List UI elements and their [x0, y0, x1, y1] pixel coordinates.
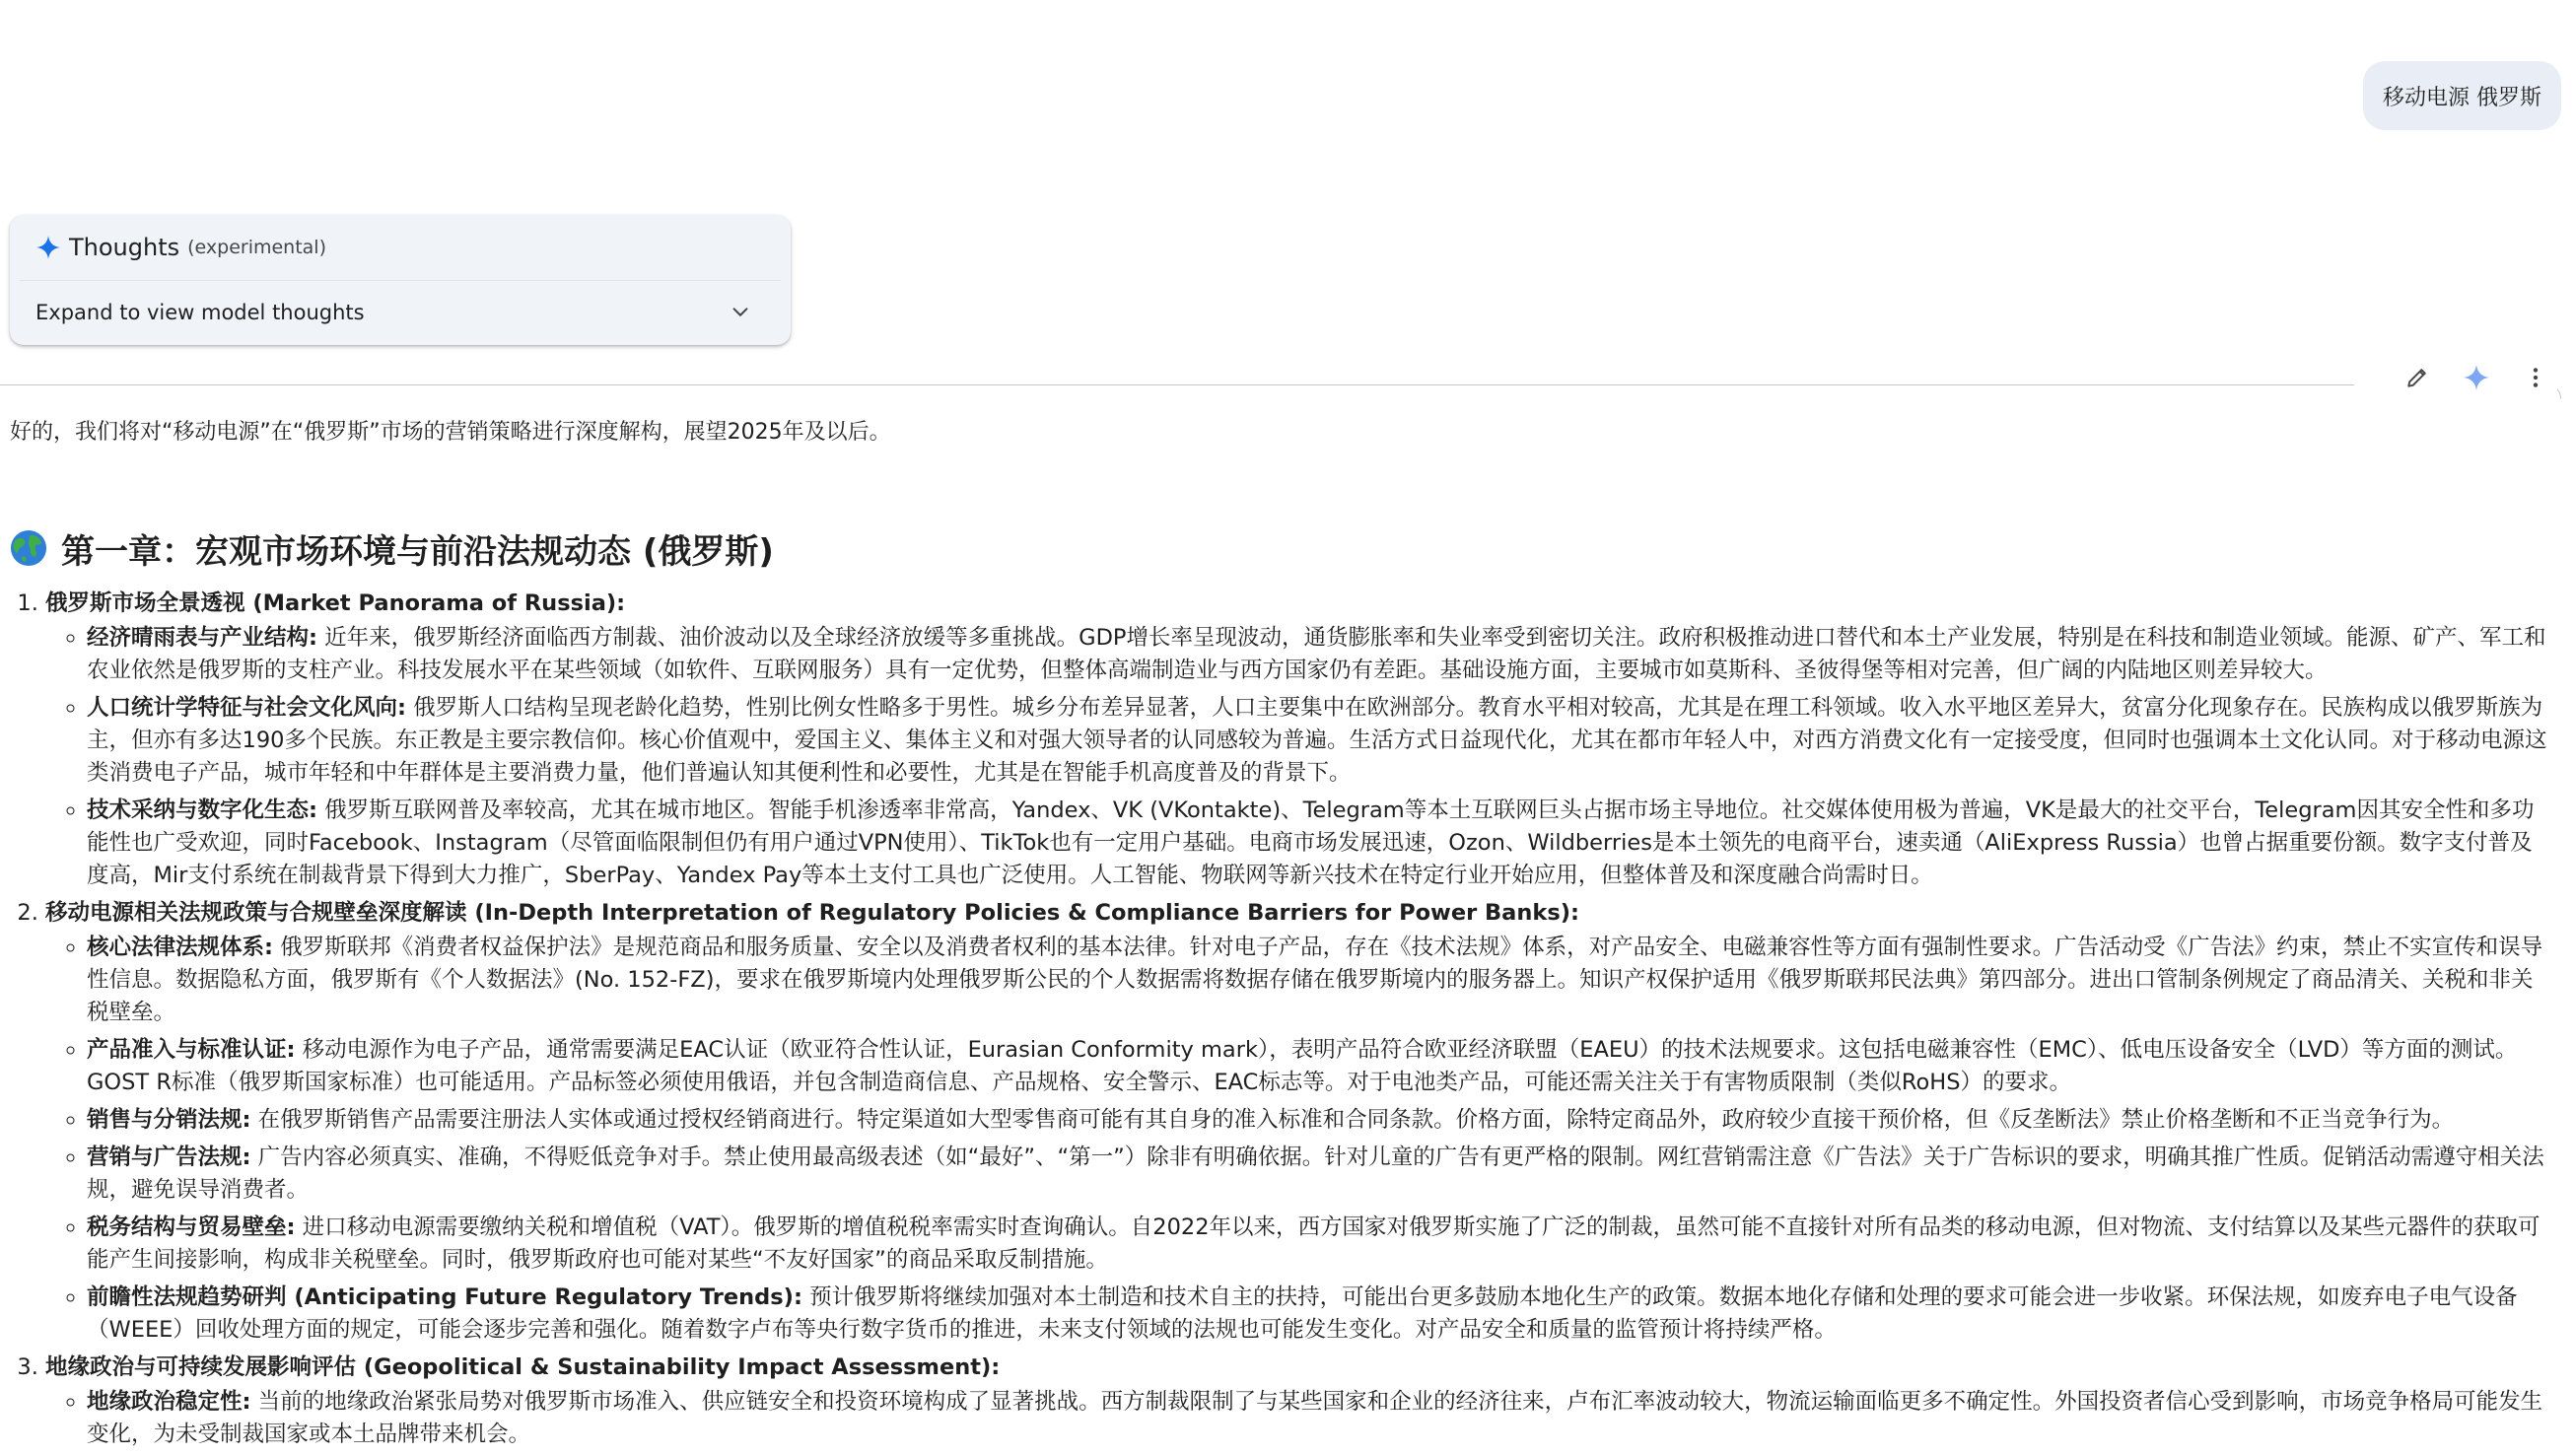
item-text: 俄罗斯联邦《消费者权益保护法》是规范商品和服务质量、安全以及消费者权利的基本法律。针对电子产品，存在《技术法规》体系，对产品安全、电磁兼容性等方面有强制性要求。广告活动受《广告法》约束，禁止不实宣传和误导性信息。数据隐私方面，俄罗斯有《个人数据法》(No. 152-FZ)，要求在俄罗斯境内处理俄罗斯公民的个人数据需将数据存储在俄罗斯境内的服务器上。知识产权保护适用《俄罗斯联邦民法典》第四部分。进出口管制条例规定了商品清关、关税和非关税壁垒。: [87, 935, 2543, 1025]
list-item: [45, 588, 2553, 892]
list-item: [87, 1034, 2553, 1099]
sparkle-icon[interactable]: [2461, 362, 2492, 393]
item-title: 经济晴雨表与产业结构:: [87, 625, 317, 651]
item-text: 预计俄罗斯将继续加强对本土制造和技术自主的扶持，可能出台更多鼓励本地化生产的政策。数据本地化存储和处理的要求可能会进一步收紧。环保法规，如废弃电子电气设备（WEEE）回收处理方面的规定，可能会逐步完善和强化。随着数字卢布等央行数字货币的推进，未来支付领域的法规也可能发生变化。对产品安全和质量的监管预计将持续严格。: [87, 1284, 2518, 1343]
item-title: 前瞻性法规趋势研判 (Anticipating Future Regulatory Trends):: [87, 1284, 802, 1310]
sub-list: [45, 622, 2553, 892]
item-title: 营销与广告法规:: [87, 1144, 251, 1170]
item-text: 在俄罗斯销售产品需要注册法人实体或通过授权经销商进行。特定渠道如大型零售商可能有其自身的准入标准和合同条款。价格方面，除特定商品外，政府较少直接干预价格，但《反垄断法》禁止价格垄断和不正当竞争行为。: [257, 1107, 2455, 1133]
sparkle-icon: [35, 235, 61, 260]
response-toolbar: [2388, 362, 2557, 393]
more-vert-icon[interactable]: [2520, 362, 2551, 393]
list-item: [87, 1386, 2553, 1451]
item-text: 近年来，俄罗斯经济面临西方制裁、油价波动以及全球经济放缓等多重挑战。GDP增长率呈现波动，通货膨胀率和失业率受到密切关注。政府积极推动进口替代和本土产业发展，特别是在科技和制造业领域。能源、矿产、军工和农业依然是俄罗斯的支柱产业。科技发展水平在某些领域（如软件、互联网服务）具有一定优势，但整体高端制造业与西方国家仍有差距。基础设施方面，主要城市如莫斯科、圣彼得堡等相对完善，但广阔的内陆地区则差异较大。: [87, 625, 2546, 683]
item-title: 税务结构与贸易壁垒:: [87, 1214, 296, 1240]
response-intro: 好的，我们将对“移动电源”在“俄罗斯”市场的营销策略进行深度解构，展望2025年及以后。: [10, 420, 891, 445]
item-title: 技术采纳与数字化生态:: [87, 797, 317, 823]
sub-list: [45, 932, 2553, 1347]
item-text: 进口移动电源需要缴纳关税和增值税（VAT）。俄罗斯的增值税税率需实时查询确认。自2022年以来，西方国家对俄罗斯实施了广泛的制裁，虽然可能不直接针对所有品类的移动电源，但对物流、支付结算以及某些元器件的获取可能产生间接影响，构成非关税壁垒。同时，俄罗斯政府也可能对某些“不友好国家”的商品采取反制措施。: [87, 1214, 2540, 1273]
item-text: 俄罗斯人口结构呈现老龄化趋势，性别比例女性略多于男性。城乡分布差异显著，人口主要集中在欧洲部分。教育水平相对较高，尤其是在理工科领域。收入水平地区差异大，贫富分化现象存在。民族构成以俄罗斯族为主，但亦有多达190多个民族。东正教是主要宗教信仰。核心价值观中，爱国主义、集体主义和对强大领导者的认同感较为普遍。生活方式日益现代化，尤其在都市年轻人中，对西方消费文化有一定接受度，但同时也强调本土文化认同。对于移动电源这类消费电子产品，城市年轻和中年群体是主要消费力量，他们普遍认知其便利性和必要性，尤其是在智能手机高度普及的背景下。: [87, 695, 2547, 786]
item-text: 俄罗斯互联网普及率较高，尤其在城市地区。智能手机渗透率非常高，Yandex、VK (VKontakte)、Telegram等本土互联网巨头占据市场主导地位。社交媒体使用极为普遍，VK是最大的社交平台，Telegram因其安全性和多功能性也广受欢迎，同时Facebook、Instagram（尽管面临限制但仍有用户通过VPN使用）、TikTok也有一定用户基础。电商市场发展迅速，Ozon、Wildberries是本土领先的电商平台，速卖通（AliExpress Russia）也曾占据重要份额。数字支付普及度高，Mir支付系统在制裁背景下得到大力推广，SberPay、Yandex Pay等本土支付工具也广泛使用。人工智能、物联网等新兴技术在特定行业开始应用，但整体普及和深度融合尚需时日。: [87, 797, 2535, 888]
list-item: [87, 622, 2553, 687]
section-list: [10, 588, 2553, 1451]
item-text: 广告内容必须真实、准确，不得贬低竞争对手。禁止使用最高级表述（如“最好”、“第一”）除非有明确依据。针对儿童的广告有更严格的限制。网红营销需注意《广告法》关于广告标识的要求，明确其推广性质。促销活动需遵守相关法规，避免误导消费者。: [87, 1144, 2544, 1203]
list-item: [45, 1352, 2553, 1451]
pencil-icon[interactable]: [2401, 362, 2433, 393]
globe-icon: [10, 529, 47, 567]
section-title: 俄罗斯市场全景透视 (Market Panorama of Russia):: [45, 590, 626, 616]
item-text: 移动电源作为电子产品，通常需要满足EAC认证（欧亚符合性认证，Eurasian Conformity mark），表明产品符合欧亚经济联盟（EAEU）的技术法规要求。这包括电磁兼容性（EMC）、低电压设备安全（LVD）等方面的测试。GOST R标准（俄罗斯国家标准）也可能适用。产品标签必须使用俄语，并包含制造商信息、产品规格、安全警示、EAC标志等。对于电池类产品，可能还需关注关于有害物质限制（类似RoHS）的要求。: [87, 1037, 2518, 1095]
chapter-title: 第一章：宏观市场环境与前沿法规动态 (俄罗斯): [61, 531, 774, 572]
item-text: 当前的地缘政治紧张局势对俄罗斯市场准入、供应链安全和投资环境构成了显著挑战。西方制裁限制了与某些国家和企业的经济往来，卢布汇率波动较大，物流运输面临更多不确定性。外国投资者信心受到影响，市场竞争格局可能发生变化，为未受制裁国家或本土品牌带来机会。: [87, 1389, 2543, 1447]
item-title: 产品准入与标准认证:: [87, 1037, 296, 1063]
section-title: 地缘政治与可持续发展影响评估 (Geopolitical & Sustainability Impact Assessment):: [45, 1354, 1001, 1380]
user-query-text: 移动电源 俄罗斯: [2383, 85, 2541, 110]
expand-thoughts-button[interactable]: [10, 281, 791, 344]
thoughts-panel: [10, 215, 791, 345]
response-content: [10, 414, 2553, 1456]
response-divider: [0, 384, 2354, 385]
section-title: 移动电源相关法规政策与合规壁垒深度解读 (In-Depth Interpretation of Regulatory Policies & Compliance Barriers for Power Banks):: [45, 900, 1580, 926]
item-title: 核心法律法规体系:: [87, 935, 273, 960]
list-item: [87, 692, 2553, 790]
list-item: [87, 1104, 2553, 1137]
chevron-down-icon: [730, 302, 751, 323]
chapter-heading: [10, 522, 2553, 574]
thoughts-title: Thoughts: [69, 234, 180, 261]
list-item: [87, 932, 2553, 1029]
list-item: [87, 1142, 2553, 1207]
thoughts-badge: (experimental): [187, 237, 327, 258]
list-item: [87, 1212, 2553, 1277]
expand-thoughts-label: Expand to view model thoughts: [35, 301, 365, 324]
item-title: 人口统计学特征与社会文化风向:: [87, 695, 406, 721]
item-title: 地缘政治稳定性:: [87, 1389, 251, 1415]
list-item: [87, 795, 2553, 892]
list-item: [45, 897, 2553, 1347]
user-query-bubble: [2363, 61, 2561, 130]
sub-list: [45, 1386, 2553, 1451]
list-item: [87, 1282, 2553, 1347]
thoughts-header: [10, 215, 791, 280]
item-title: 销售与分销法规:: [87, 1107, 251, 1133]
